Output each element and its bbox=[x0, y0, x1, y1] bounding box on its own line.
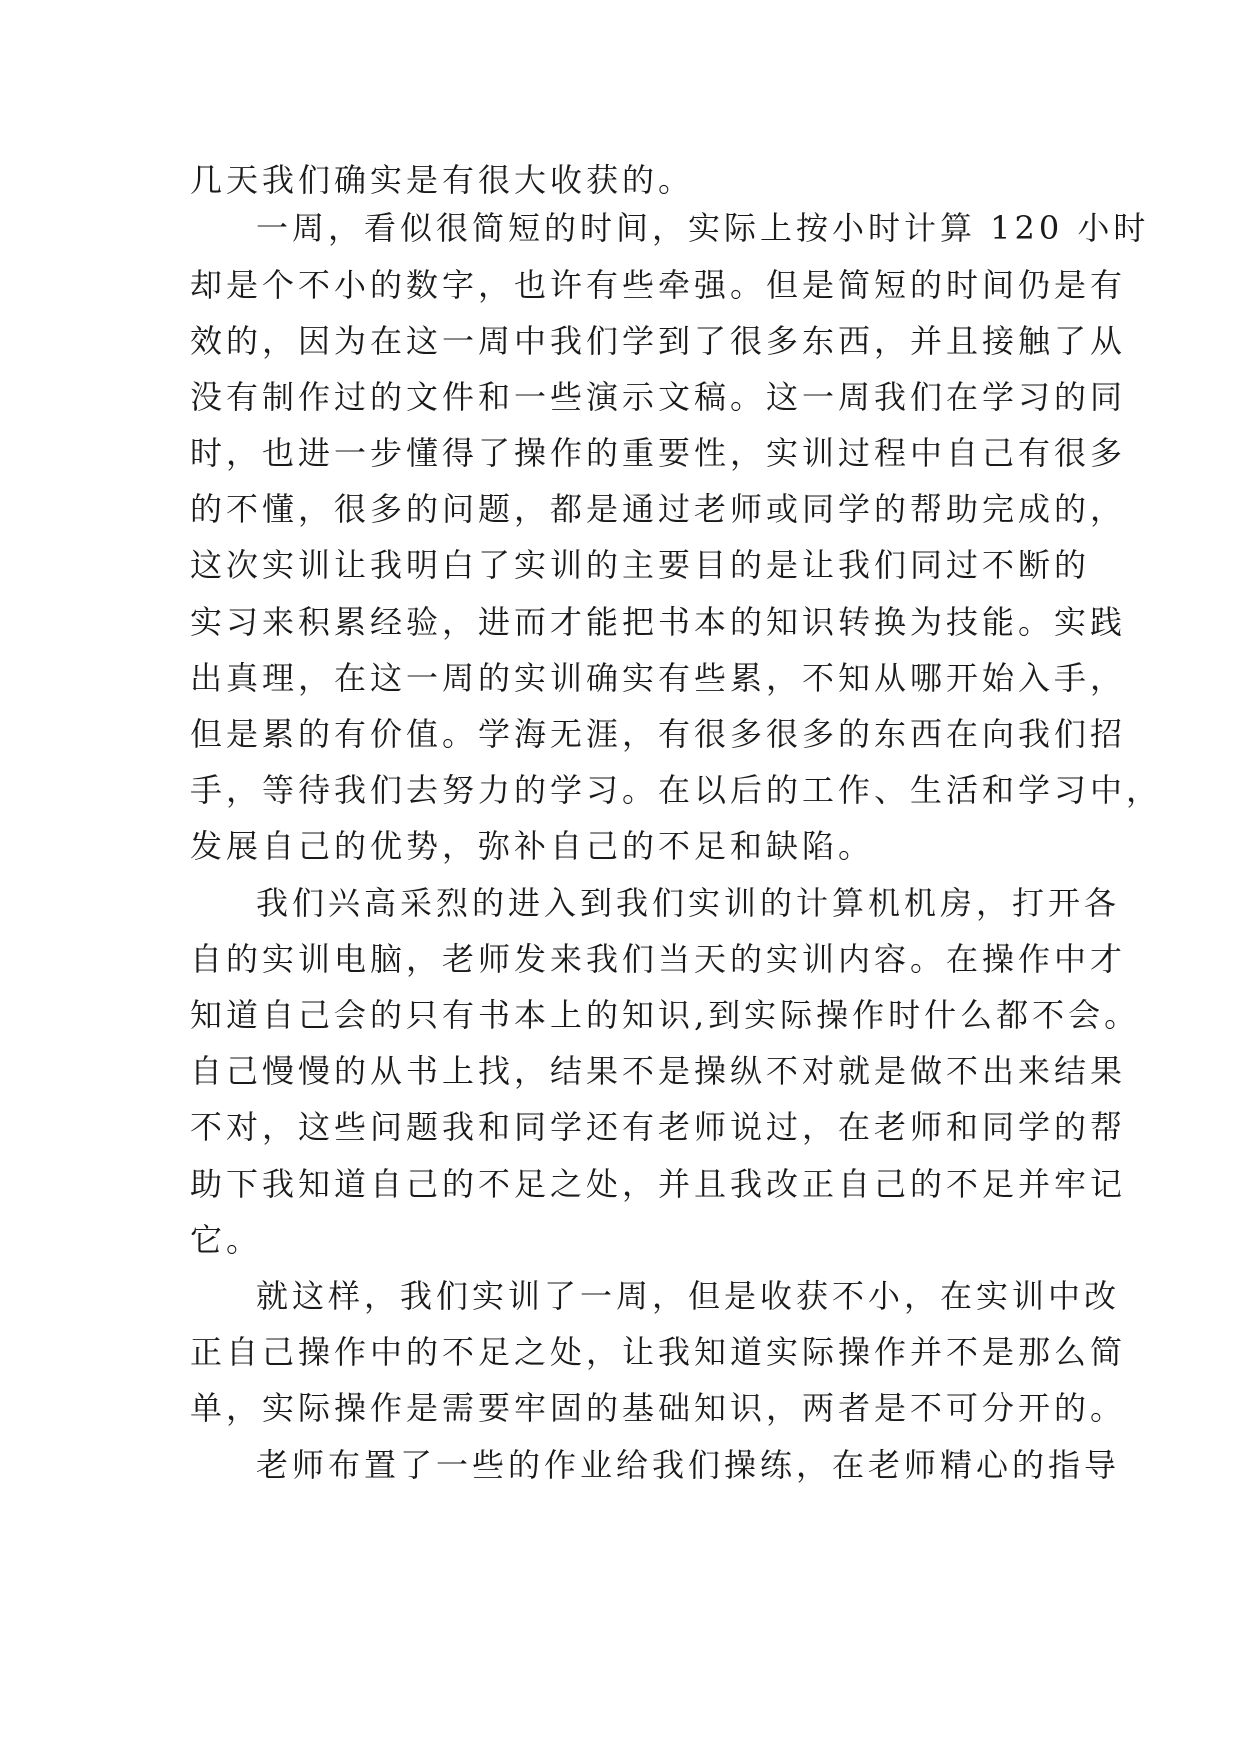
text-line: 就这样，我们实训了一周，但是收获不小，在实训中改 bbox=[256, 1277, 1121, 1315]
text-line: 助下我知道自己的不足之处，并且我改正自己的不足并牢记 bbox=[190, 1165, 1127, 1203]
text-line: 时，也进一步懂得了操作的重要性，实训过程中自己有很多 bbox=[190, 434, 1127, 472]
text-line: 正自己操作中的不足之处，让我知道实际操作并不是那么简 bbox=[190, 1333, 1127, 1371]
text-line: 实习来积累经验，进而才能把书本的知识转换为技能。实践 bbox=[190, 603, 1127, 641]
text-line: 单，实际操作是需要牢固的基础知识，两者是不可分开的。 bbox=[190, 1389, 1127, 1427]
text-line: 这次实训让我明白了实训的主要目的是让我们同过不断的 bbox=[190, 546, 1091, 584]
text-line: 老师布置了一些的作业给我们操练，在老师精心的指导 bbox=[256, 1446, 1121, 1484]
text-line: 手，等待我们去努力的学习。在以后的工作、生活和学习中， bbox=[190, 771, 1163, 809]
text-line: 但是累的有价值。学海无涯，有很多很多的东西在向我们招 bbox=[190, 715, 1127, 753]
text-line: 知道自己会的只有书本上的知识,到实际操作时什么都不会。 bbox=[190, 996, 1141, 1034]
text-line: 几天我们确实是有很大收获的。 bbox=[190, 161, 695, 199]
text-line: 自的实训电脑，老师发来我们当天的实训内容。在操作中才 bbox=[190, 940, 1127, 978]
text-line: 一周，看似很简短的时间，实际上按小时计算 120 小时 bbox=[256, 209, 1150, 247]
text-line: 不对，这些问题我和同学还有老师说过，在老师和同学的帮 bbox=[190, 1108, 1127, 1146]
text-line: 它。 bbox=[190, 1221, 263, 1259]
text-line: 效的，因为在这一周中我们学到了很多东西，并且接触了从 bbox=[190, 322, 1127, 360]
text-line: 的不懂，很多的问题，都是通过老师或同学的帮助完成的， bbox=[190, 490, 1127, 528]
text-line: 自己慢慢的从书上找，结果不是操纵不对就是做不出来结果 bbox=[190, 1052, 1127, 1090]
text-line: 发展自己的优势，弥补自己的不足和缺陷。 bbox=[190, 827, 875, 865]
text-line: 我们兴高采烈的进入到我们实训的计算机机房，打开各 bbox=[256, 884, 1121, 922]
text-line: 却是个不小的数字，也许有些牵强。但是简短的时间仍是有 bbox=[190, 266, 1127, 304]
text-line: 出真理，在这一周的实训确实有些累，不知从哪开始入手， bbox=[190, 659, 1127, 697]
text-line: 没有制作过的文件和一些演示文稿。这一周我们在学习的同 bbox=[190, 378, 1127, 416]
